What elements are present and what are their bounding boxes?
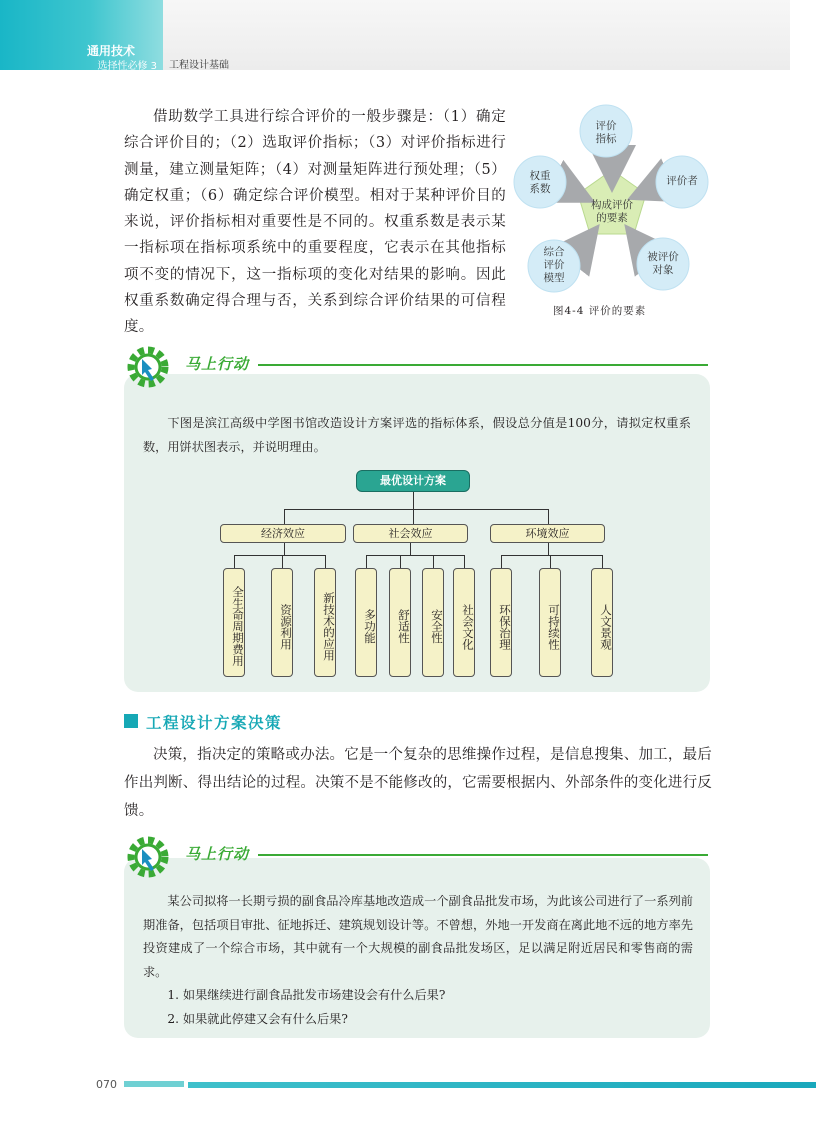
- leaf-new-technology: 新技术的应用: [314, 568, 336, 677]
- question-1: 1. 如果继续进行副食品批发市场建设会有什么后果?: [167, 988, 446, 1002]
- connector: [413, 492, 414, 509]
- connector: [550, 555, 551, 568]
- action-header-1: [122, 343, 712, 387]
- connector: [410, 543, 411, 555]
- figure-caption: 图4-4 评价的要素: [553, 305, 647, 317]
- leaf-sustainability: 可持续性: [539, 568, 561, 677]
- connector: [284, 509, 285, 524]
- category-environment: 环境效应: [490, 524, 605, 543]
- action-text-2: [143, 890, 693, 1031]
- page-number: 070: [96, 1078, 117, 1091]
- leaf-social-culture: 社会文化: [453, 568, 475, 677]
- tree-root: 最优设计方案: [356, 470, 470, 492]
- connector: [284, 543, 285, 555]
- header-band: [0, 0, 163, 70]
- leaf-comfort: 舒适性: [389, 568, 411, 677]
- connector: [464, 555, 465, 568]
- connector: [501, 555, 602, 556]
- node-evaluated-object: 被评价对象: [647, 251, 679, 276]
- leaf-cultural-landscape: 人文景观: [591, 568, 613, 677]
- chapter-title: 工程设计基础: [169, 60, 229, 71]
- action-title-2: 马上行动: [185, 845, 250, 863]
- leaf-multifunction: 多功能: [355, 568, 377, 677]
- connector: [366, 555, 464, 556]
- action-line-1: [258, 364, 708, 366]
- action-paragraph-2: 某公司拟将一长期亏损的副食品冷库基地改造成一个副食品批发市场，为此该公司进行了一系列前期准备，包括项目审批、征地拆迁、建筑规划设计等。不曾想，外地一开发商在离此地不远的地方率先投资建成了一个综合市场，其中就有一个大规模的副食品批发场区，足以满足附近居民和零售商的需求。: [143, 894, 693, 979]
- action-text-1: [143, 412, 691, 459]
- connector: [602, 555, 603, 568]
- header-bar: [163, 0, 790, 70]
- volume-label: 选择性必修 3: [97, 61, 157, 72]
- connector: [366, 555, 367, 568]
- gear-hand-icon: [124, 343, 186, 393]
- leaf-safety: 安全性: [422, 568, 444, 677]
- section-square-icon: [124, 714, 138, 728]
- leaf-lifecycle-cost: 全生命周期费用: [223, 568, 245, 677]
- connector: [234, 555, 325, 556]
- category-social: 社会效应: [353, 524, 468, 543]
- connector: [282, 555, 283, 568]
- leaf-resource-use: 资源利用: [271, 568, 293, 677]
- node-weight-coefficient: 权重系数: [529, 170, 551, 195]
- node-evaluator: 评价者: [666, 175, 698, 187]
- intro-paragraph: 借助数学工具进行综合评价的一般步骤是：（1）确定综合评价目的；（2）选取评价指标；（3）对评价指标进行测量，建立测量矩阵；（4）对测量矩阵进行预处理；（5）确定权重；（6）确定综合评价模型。相对于某种评价目的来说，评价指标相对重要性是不同的。权重系数是表示某一指标项在指标项系统中的重要程度，它表示在其他指标项不变的情况下，这一指标项的变化对结果的影响。因此权重系数确定得合理与否，关系到综合评价结果的可信程度。: [124, 109, 506, 336]
- action-title-1: 马上行动: [185, 355, 250, 373]
- node-evaluation-model: 综合评价模型: [543, 246, 565, 284]
- action-paragraph-1: 下图是滨江高级中学图书馆改造设计方案评选的指标体系，假设总分值是100分，请拟定权重系数，用饼状图表示，并说明理由。: [143, 416, 691, 454]
- arrow-left: [566, 188, 574, 192]
- question-2: 2. 如果就此停建又会有什么后果?: [167, 1011, 348, 1026]
- connector: [548, 543, 549, 555]
- connector: [284, 509, 548, 510]
- action-line-2: [258, 854, 708, 856]
- node-evaluation-index: 评价指标: [595, 120, 617, 145]
- connector: [433, 555, 434, 568]
- footer-bar-long: [188, 1082, 816, 1088]
- evaluation-elements-figure: [508, 104, 716, 324]
- connector: [325, 555, 326, 568]
- connector: [501, 555, 502, 568]
- gear-hand-icon: [124, 833, 186, 883]
- connector: [413, 509, 414, 524]
- section-title: 工程设计方案决策: [146, 714, 283, 732]
- leaf-environmental-governance: 环保治理: [490, 568, 512, 677]
- subject-title: 通用技术: [86, 44, 135, 58]
- category-economic: 经济效应: [220, 524, 346, 543]
- center-label: 构成评价的要素: [591, 199, 633, 224]
- connector: [400, 555, 401, 568]
- action-header-2: [122, 833, 712, 877]
- decision-paragraph: 决策，指决定的策略或办法。它是一个复杂的思维操作过程，是信息搜集、加工，最后作出判断、得出结论的过程。决策不是不能修改的，它需要根据内、外部条件的变化进行反馈。: [124, 747, 712, 819]
- connector: [234, 555, 235, 568]
- connector: [548, 509, 549, 524]
- arrow-bottom-left: [578, 243, 585, 252]
- footer-bar-short: [124, 1081, 184, 1087]
